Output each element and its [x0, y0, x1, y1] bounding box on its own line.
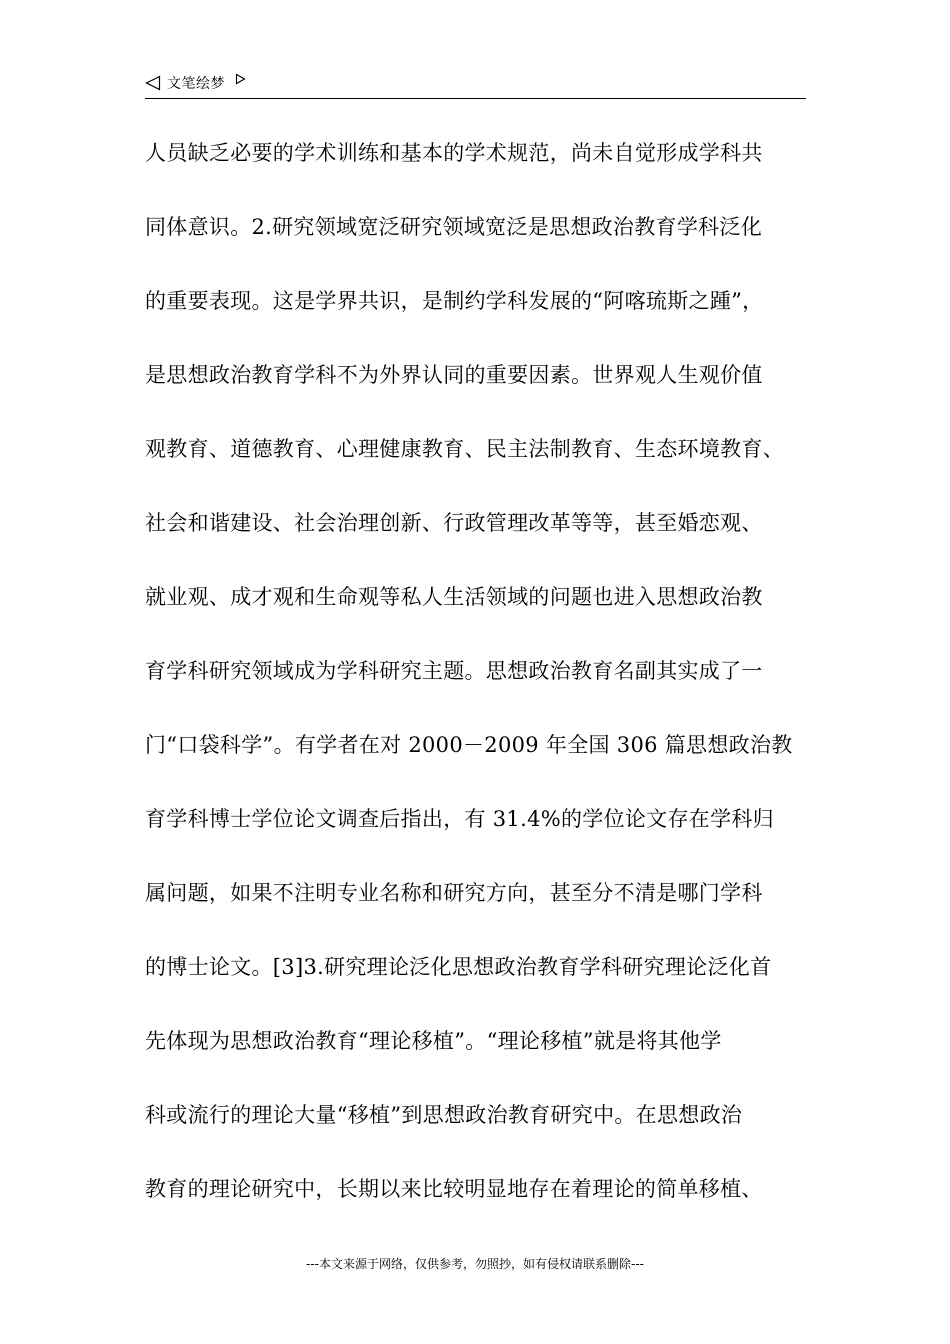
text-line: 是思想政治教育学科不为外界认同的重要因素。世界观人生观价值 [145, 363, 763, 387]
text-line: 的重要表现。这是学界共识，是制约学科发展的“阿喀琉斯之踵”， [145, 289, 764, 313]
text-line: 门“口袋科学”。有学者在对 2000－2009 年全国 306 篇思想政治教 [145, 733, 793, 757]
text-line: 教育的理论研究中，长期以来比较明显地存在着理论的简单移植、 [145, 1177, 763, 1201]
text-line: 就业观、成才观和生命观等私人生活领域的问题也进入思想政治教 [145, 585, 763, 609]
page-header [145, 72, 806, 99]
text-line: 的博士论文。[3]3.研究理论泛化思想政治教育学科研究理论泛化首 [145, 955, 772, 979]
text-line: 社会和谐建设、社会治理创新、行政管理改革等等，甚至婚恋观、 [145, 511, 763, 535]
text-line: 人员缺乏必要的学术训练和基本的学术规范，尚未自觉形成学科共 [145, 141, 763, 165]
triangle-right-outline-icon [235, 73, 246, 85]
text-line: 属问题，如果不注明专业名称和研究方向，甚至分不清是哪门学科 [145, 881, 763, 905]
header-title: 文笔绘梦 [167, 76, 225, 92]
text-line: 育学科研究领域成为学科研究主题。思想政治教育名副其实成了一 [145, 659, 763, 683]
text-line: 先体现为思想政治教育“理论移植”。“理论移植”就是将其他学 [145, 1029, 722, 1053]
text-line: 同体意识。2.研究领域宽泛研究领域宽泛是思想政治教育学科泛化 [145, 215, 763, 239]
body-text [145, 130, 825, 1240]
text-line: 育学科博士学位论文调查后指出，有 31.4%的学位论文存在学科归 [145, 807, 774, 831]
text-line: 科或流行的理论大量“移植”到思想政治教育研究中。在思想政治 [145, 1103, 743, 1127]
triangle-left-outline-icon [145, 75, 161, 91]
text-line: 观教育、道德教育、心理健康教育、民主法制教育、生态环境教育、 [145, 437, 784, 461]
footer-disclaimer: ---本文来源于网络，仅供参考，勿照抄，如有侵权请联系删除--- [306, 1257, 644, 1271]
